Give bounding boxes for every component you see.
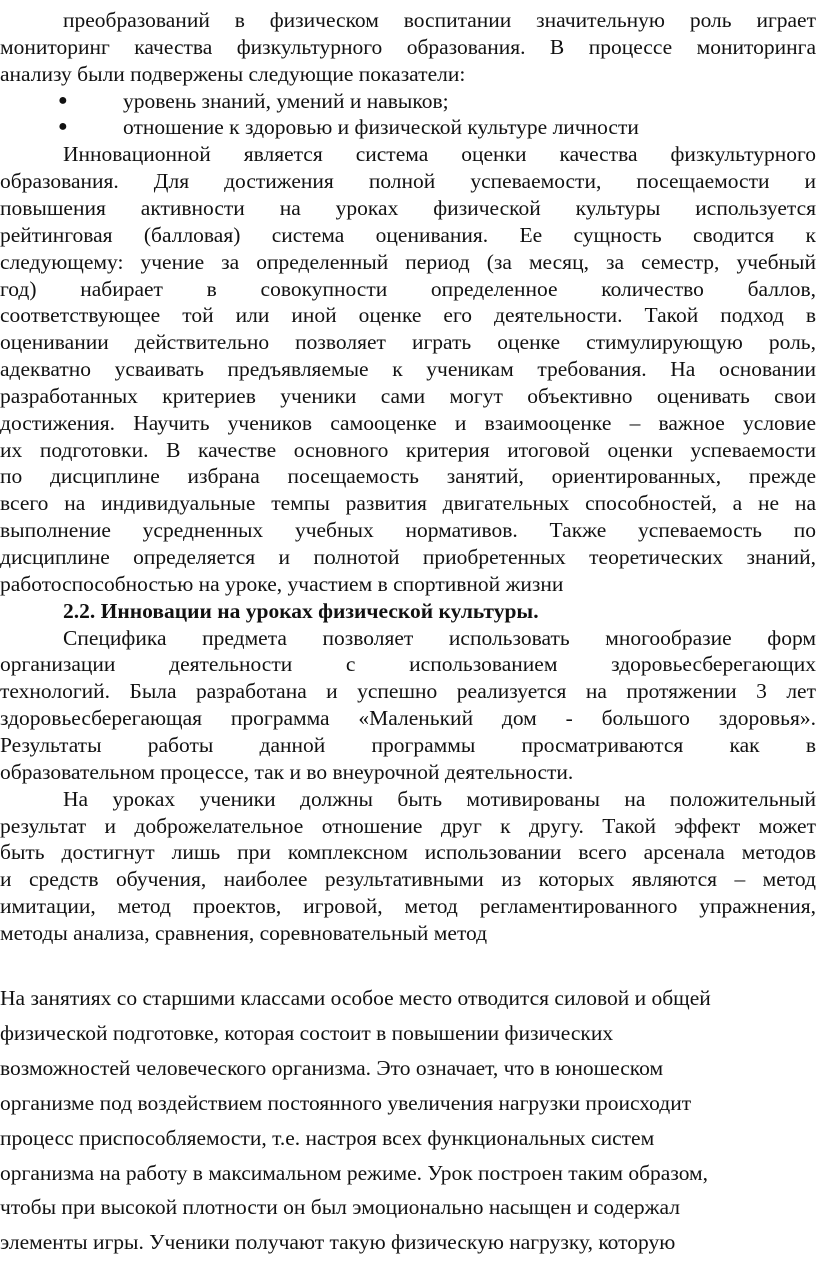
bullet-icon: ● — [58, 91, 68, 109]
text-line: повышения активности на уроках физической культуры используется — [0, 195, 816, 220]
text-line: работоспособностью на уроке, участием в спортивной жизни — [0, 571, 564, 596]
text-line: год) набирает в совокупности определенное количество баллов, — [0, 276, 816, 301]
text-line: разработанных критериев ученики сами могут объективно оценивать свои — [0, 383, 816, 408]
text-line: быть достигнут лишь при комплексном использовании всего арсенала методов — [0, 840, 816, 865]
text-line: Инновационной является система оценки качества физкультурного — [63, 142, 816, 167]
bullet-item — [0, 87, 816, 115]
text-line: организма на работу в максимальном режиме. Урок построен таким образом, — [0, 1160, 709, 1185]
bullet-text: отношение к здоровью и физической культуре личности — [123, 115, 639, 140]
text-line: оценивании действительно позволяет играть оценке стимулирующую роль, — [0, 330, 816, 355]
text-line: На занятиях со старшими классами особое место отводится силовой и общей — [0, 986, 711, 1010]
text-line: физической подготовке, которая состоит в повышении физических — [0, 1020, 614, 1045]
text-line: процесс приспособляемости, т.е. настроя всех функциональных систем — [0, 1125, 655, 1150]
bullet-item — [0, 113, 816, 141]
text-line: соответствующее той или иной оценке его деятельности. Такой подход в — [0, 303, 816, 328]
text-line: рейтинговая (балловая) система оценивания. Ее сущность сводится к — [0, 222, 816, 247]
text-line: достижения. Научить учеников самооценке и взаимооценке – важное условие — [0, 410, 816, 435]
text-line: чтобы при высокой плотности он был эмоционально насыщен и содержал — [0, 1195, 680, 1220]
bullet-icon: ● — [58, 118, 68, 136]
text-line: адекватно усваивать предъявляемые к ученикам требования. На основании — [0, 357, 816, 382]
text-line: по дисциплине избрана посещаемость занятий, ориентированных, прежде — [0, 464, 816, 489]
text-line: мониторинг качества физкультурного образования. В процессе мониторинга — [0, 34, 816, 59]
text-line: имитации, метод проектов, игровой, метод регламентированного упражнения, — [0, 894, 816, 919]
text-line: Результаты работы данной программы просматриваются как в — [0, 732, 816, 757]
text-line: всего на индивидуальные темпы развития двигательных способностей, а не на — [0, 491, 816, 516]
text-line: организме под воздействием постоянного увеличения нагрузки происходит — [0, 1090, 692, 1115]
text-line: здоровьесберегающая программа «Маленький дом - большого здоровья». — [0, 706, 816, 731]
text-line: Специфика предмета позволяет использовать многообразие форм — [63, 625, 816, 650]
text-line: их подготовки. В качестве основного критерия итоговой оценки успеваемости — [0, 437, 816, 462]
text-line: технологий. Была разработана и успешно реализуется на протяжении 3 лет — [0, 679, 816, 704]
text-line: образовательном процессе, так и во внеурочной деятельности. — [0, 759, 574, 784]
text-line: и средств обучения, наиболее результативными из которых являются – метод — [0, 867, 816, 892]
text-line: На уроках ученики должны быть мотивированы на положительный — [63, 786, 816, 811]
text-line: преобразований в физическом воспитании значительную роль играет — [63, 8, 816, 32]
text-line: выполнение усредненных учебных нормативов. Также успеваемость по — [0, 518, 816, 543]
section-heading: 2.2. Инновации на уроках физической культуры. — [63, 598, 539, 623]
text-line: образования. Для достижения полной успеваемости, посещаемости и — [0, 169, 816, 194]
bullet-text: уровень знаний, умений и навыков; — [123, 88, 449, 113]
text-line: организации деятельности с использованием здоровьесберегающих — [0, 652, 816, 677]
text-line: следующему: учение за определенный период (за месяц, за семестр, учебный — [0, 249, 816, 274]
text-line: анализу были подвержены следующие показатели: — [0, 61, 466, 86]
text-line: элементы игры. Ученики получают такую физическую нагрузку, которую — [0, 1230, 676, 1255]
text-line: методы анализа, сравнения, соревновательный метод — [0, 920, 488, 945]
text-line: возможностей человеческого организма. Это означает, что в юношеском — [0, 1055, 664, 1080]
text-line: результат и доброжелательное отношение друг к другу. Такой эффект может — [0, 813, 816, 838]
text-line: дисциплине определяется и полнотой приобретенных теоретических знаний, — [0, 545, 816, 569]
